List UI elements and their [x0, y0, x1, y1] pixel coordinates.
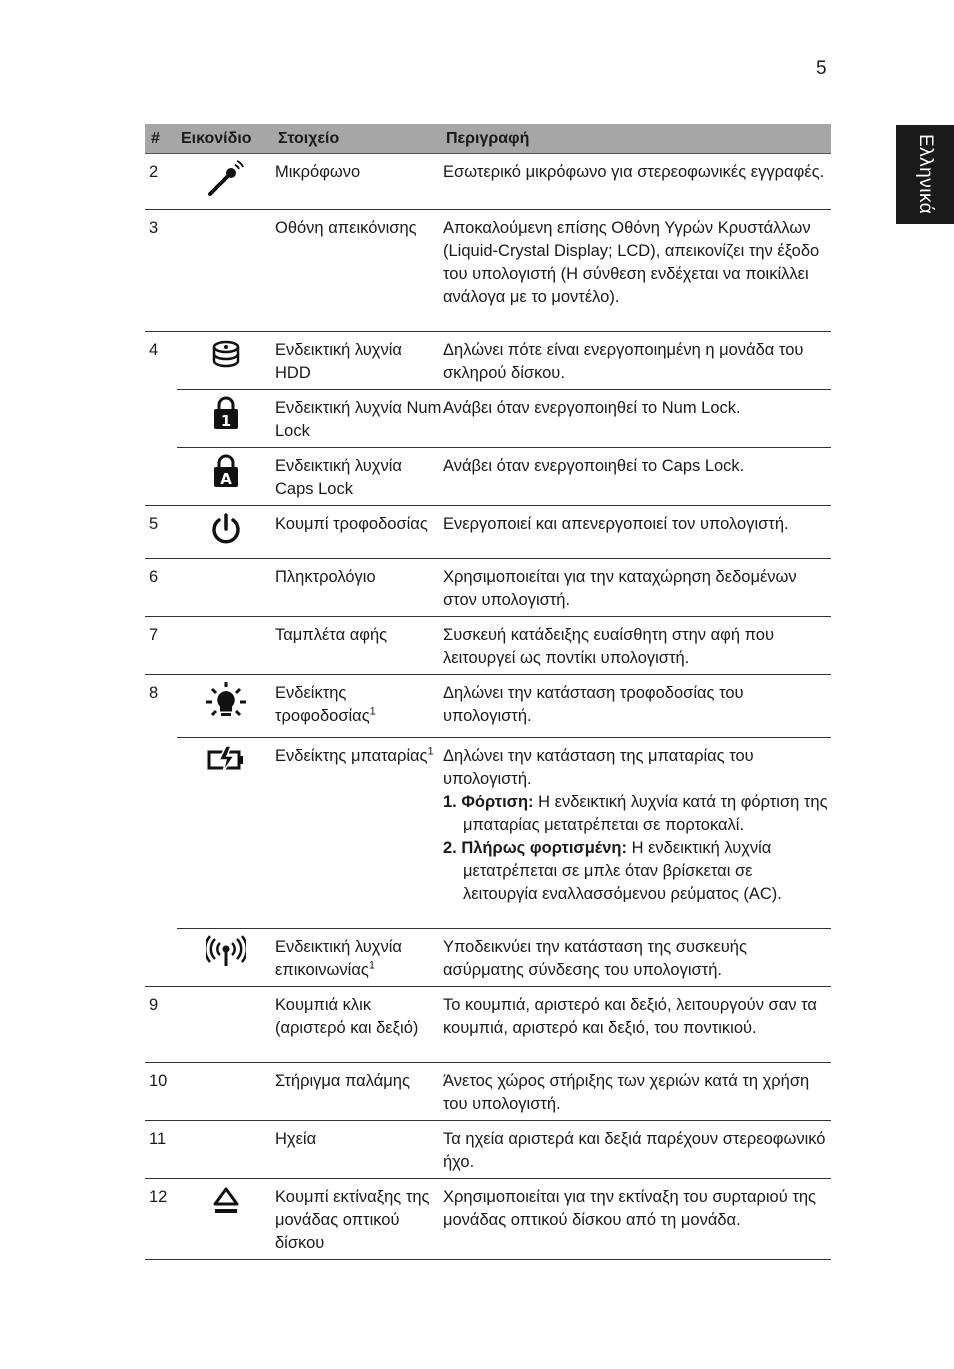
footnote-marker: 1	[368, 959, 375, 972]
table-row	[145, 390, 831, 448]
row-number: 11	[145, 1121, 177, 1179]
row-icon-cell	[177, 738, 274, 929]
row-item: Ενδεικτική λυχνία Caps Lock	[274, 448, 442, 506]
row-item	[274, 738, 442, 929]
row-item: Ενδεικτική λυχνία Num Lock	[274, 390, 442, 448]
power-icon	[209, 512, 243, 546]
row-icon-cell	[177, 1063, 274, 1121]
table-row	[145, 154, 831, 210]
row-item: Ενδεικτική λυχνία HDD	[274, 332, 442, 390]
row-description: Υποδεικνύει την κατάσταση της συσκευής ασύρματης σύνδεσης του υπολογιστή.	[442, 929, 831, 987]
row-icon-cell	[177, 210, 274, 332]
row-icon-cell	[177, 332, 274, 390]
row-number: 4	[149, 341, 159, 359]
row-description: Το κουμπιά, αριστερό και δεξιό, λειτουργούν σαν τα κουμπιά, αριστερό και δεξιό, του ποντικιού.	[442, 987, 831, 1063]
row-item: Στήριγμα παλάμης	[274, 1063, 442, 1121]
row-description: Χρησιμοποιείται για την καταχώρηση δεδομένων στον υπολογιστή.	[442, 559, 831, 617]
row-number	[145, 390, 177, 448]
row-icon-cell	[177, 506, 274, 559]
row-icon-cell	[177, 929, 274, 987]
hdd-icon	[211, 338, 241, 370]
table-row	[145, 332, 831, 390]
row-item	[274, 675, 442, 738]
row-icon-cell	[177, 390, 274, 448]
list-item	[443, 837, 829, 906]
row-number: 8	[149, 684, 159, 702]
row-number	[145, 929, 177, 987]
row-description-text: Δηλώνει την κατάσταση της μπαταρίας του υπολογιστή.	[443, 747, 754, 788]
row-item-label: Ενδεικτική λυχνία επικοινωνίας	[275, 938, 402, 979]
row-icon-cell	[177, 987, 274, 1063]
list-item-label: 2. Πλήρως φορτισμένη:	[443, 839, 627, 857]
row-icon-cell	[177, 617, 274, 675]
eject-icon	[212, 1185, 240, 1219]
row-description: Ενεργοποιεί και απενεργοποιεί τον υπολογιστή.	[442, 506, 831, 559]
header-description: Περιγραφή	[442, 124, 831, 154]
row-number	[145, 448, 177, 506]
caps-lock-icon	[212, 454, 240, 488]
language-tab	[896, 125, 954, 224]
row-number: 10	[145, 1063, 177, 1121]
svg-text:A: A	[219, 470, 232, 488]
table-row	[145, 987, 831, 1063]
row-item: Πληκτρολόγιο	[274, 559, 442, 617]
row-item: Κουμπί εκτίναξης της μονάδας οπτικού δίσκου	[274, 1179, 442, 1260]
row-description: Αποκαλούμενη επίσης Οθόνη Υγρών Κρυστάλλων (Liquid-Crystal Display; LCD), απεικονίζει την έξοδο του υπολογιστή (Η σύνθεση ενδέχεται να ποικίλλει ανάλογα με το μοντέλο).	[442, 210, 831, 332]
table-header-row	[145, 124, 831, 154]
row-item-label: Ενδείκτης τροφοδοσίας	[275, 684, 370, 725]
row-description: Ανάβει όταν ενεργοποιηθεί το Num Lock.	[442, 390, 831, 448]
num-lock-icon	[212, 396, 240, 430]
table-row	[145, 738, 831, 929]
footnote-marker: 1	[427, 745, 434, 758]
wireless-icon	[206, 935, 246, 969]
row-description: Δηλώνει πότε είναι ενεργοποιημένη η μονάδα του σκληρού δίσκου.	[442, 332, 831, 390]
row-number: 2	[145, 154, 177, 210]
row-description	[442, 738, 831, 929]
components-table	[145, 124, 831, 1260]
table-row	[145, 675, 831, 738]
row-description: Εσωτερικό μικρόφωνο για στερεοφωνικές εγγραφές.	[442, 154, 831, 210]
list-item-text: Η ενδεικτική λυχνία κατά τη φόρτιση της μπαταρίας μετατρέπεται σε πορτοκαλί.	[463, 793, 828, 834]
table-row	[145, 559, 831, 617]
battery-status-list	[443, 791, 829, 906]
row-item: Κουμπί τροφοδοσίας	[274, 506, 442, 559]
row-item: Οθόνη απεικόνισης	[274, 210, 442, 332]
table-row	[145, 1121, 831, 1179]
row-item: Κουμπιά κλικ (αριστερό και δεξιό)	[274, 987, 442, 1063]
row-item: Ηχεία	[274, 1121, 442, 1179]
row-item	[274, 929, 442, 987]
row-icon-cell	[177, 675, 274, 738]
table-row	[145, 448, 831, 506]
table-row	[145, 1063, 831, 1121]
table-row	[145, 506, 831, 559]
row-number: 7	[145, 617, 177, 675]
table-row	[145, 617, 831, 675]
row-icon-cell	[177, 1179, 274, 1260]
row-icon-cell	[177, 1121, 274, 1179]
row-number	[145, 738, 177, 929]
header-icon: Εικονίδιο	[177, 124, 274, 154]
row-item: Μικρόφωνο	[274, 154, 442, 210]
row-description: Άνετος χώρος στήριξης των χεριών κατά τη χρήση του υπολογιστή.	[442, 1063, 831, 1121]
row-icon-cell	[177, 154, 274, 210]
row-number: 12	[145, 1179, 177, 1260]
row-number: 5	[145, 506, 177, 559]
table-row	[145, 929, 831, 987]
row-description: Δηλώνει την κατάσταση τροφοδοσίας του υπολογιστή.	[442, 675, 831, 738]
svg-text:1: 1	[220, 412, 231, 430]
row-icon-cell	[177, 559, 274, 617]
table-row	[145, 1179, 831, 1260]
row-description: Ανάβει όταν ενεργοποιηθεί το Caps Lock.	[442, 448, 831, 506]
table-row	[145, 210, 831, 332]
footnote-marker: 1	[369, 705, 376, 718]
row-item-label: Ενδείκτης μπαταρίας	[275, 747, 428, 765]
row-description: Συσκευή κατάδειξης ευαίσθητη στην αφή που λειτουργεί ως ποντίκι υπολογιστή.	[442, 617, 831, 675]
power-indicator-icon	[205, 681, 247, 725]
language-tab-label: Ελληνικά	[915, 134, 936, 215]
row-item: Ταμπλέτα αφής	[274, 617, 442, 675]
page-number: 5	[816, 58, 827, 79]
row-icon-cell	[177, 448, 274, 506]
row-number: 3	[145, 210, 177, 332]
list-item	[443, 791, 829, 837]
header-num: #	[145, 124, 177, 154]
list-item-text: Η ενδεικτική λυχνία μετατρέπεται σε μπλε όταν βρίσκεται σε λειτουργία εναλλασσόμενου ρεύματος (AC).	[463, 839, 782, 903]
list-item-label: 1. Φόρτιση:	[443, 793, 534, 811]
row-number: 9	[145, 987, 177, 1063]
microphone-icon	[206, 160, 246, 198]
battery-icon	[206, 744, 246, 774]
row-description: Χρησιμοποιείται για την εκτίναξη του συρταριού της μονάδας οπτικού δίσκου από τη μονάδα.	[442, 1179, 831, 1260]
header-item: Στοιχείο	[274, 124, 442, 154]
row-description: Τα ηχεία αριστερά και δεξιά παρέχουν στερεοφωνικό ήχο.	[442, 1121, 831, 1179]
row-number: 6	[145, 559, 177, 617]
